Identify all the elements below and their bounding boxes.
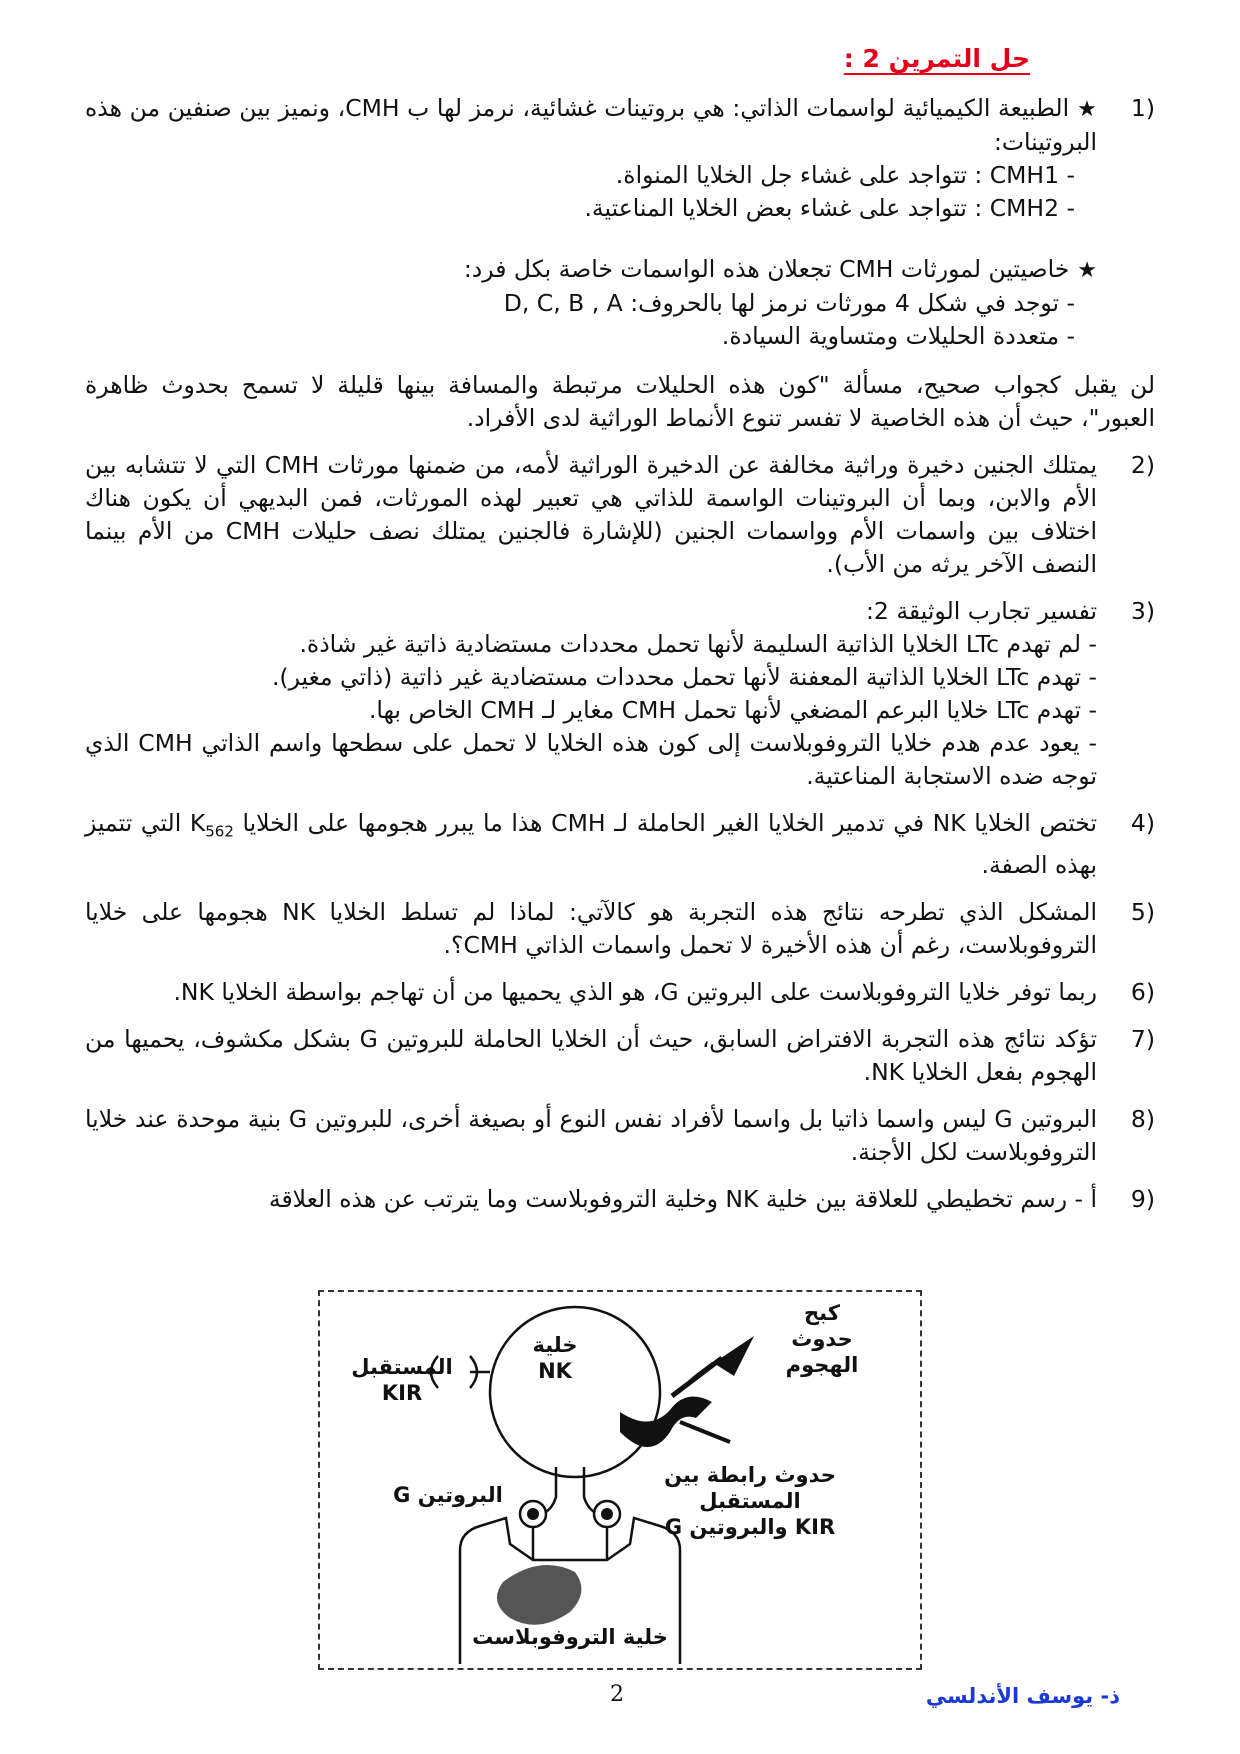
nucleus-icon [497, 1565, 582, 1625]
answer-3-intro: تفسير تجارب الوثيقة 2: [865, 597, 1097, 625]
kir-receptor-label [350, 1354, 454, 1406]
answer-4 [85, 807, 1155, 882]
page-number: 2 [610, 1682, 624, 1707]
bond-label-line-2: KIR والبروتين G [664, 1515, 836, 1539]
item-number: (7 [1130, 1024, 1155, 1053]
trophoblast-cell-label: خلية التروفوبلاست [472, 1625, 668, 1649]
item-number: (1 [1130, 94, 1155, 122]
answer-1-bullet-3: - توجد في شكل 4 مورثات نرمز لها بالحروف: D, C, B , A [503, 289, 1075, 317]
bond-label [620, 1462, 880, 1540]
answer-1-intro: الطبيعة الكيميائية لواسمات الذاتي: هي بروتينات غشائية، نرمز لها ب CMH، ونميز بين صنفين من هذه البروتينات: [85, 94, 1097, 156]
answer-2-text: يمتلك الجنين دخيرة وراثية مخالفة عن الدخيرة الوراثية لأمه، من ضمنها مورثات CMH التي لا تتشابه بين الأم والابن، وبما أن البروتينات الواسمة للذاتي هي تعبير لهذه المورثات، فمن البديهي أن يكون هناك اختلاف بين واسمات الأم وواسمات الجنين (للإشارة فالجنين يمتلك نصف حليلات CMH من الأم بينما النصف الآخر يرثه من الأب). [85, 451, 1097, 578]
answer-3-bullet-2: - تهدم LTc الخلايا الذاتية المعفنة لأنها تحمل محددات مستضادية غير ذاتية (ذاتي مغير). [271, 663, 1097, 691]
attack-label-line-3: الهجوم [785, 1353, 859, 1377]
nk-trophoblast-diagram [318, 1290, 922, 1670]
answer-7-text: تؤكد نتائج هذه التجربة الافتراض السابق، حيث أن الخلايا الحاملة للبروتين G بشكل مكشوف، يحميها من الهجوم بفعل الخلايا NK. [85, 1024, 1097, 1086]
exercise-solution [85, 92, 1155, 1230]
attack-label-line-1: كبح [804, 1301, 840, 1325]
answer-8-text: البروتين G ليس واسما ذاتيا بل واسما لأفراد نفس النوع أو بصيغة أخرى، للبروتين G بنية موحدة عند خلايا التروفوبلاست لكل الأجنة. [85, 1104, 1097, 1166]
kir-receptor-label-line-2: KIR [381, 1381, 423, 1405]
attack-label-line-2: حدوث [791, 1327, 853, 1351]
answer-1-bullet-1: - CMH1 : تتواجد على غشاء جل الخلايا المنواة. [615, 161, 1075, 189]
item-number: (4 [1130, 809, 1155, 837]
answer-9-text: أ - رسم تخطيطي للعلاقة بين خلية NK وخلية التروفوبلاست وما يترتب عن هذه العلاقة [268, 1184, 1097, 1213]
protein-g-label: البروتين G [393, 1483, 503, 1507]
answer-1 [85, 92, 1155, 353]
bond-label-line-1: حدوث رابطة بين المستقبل [664, 1463, 836, 1513]
item-number: (3 [1130, 597, 1155, 625]
star-icon: ★ [1077, 97, 1098, 122]
answer-9 [85, 1183, 1155, 1216]
answer-4-text-end: التي تتميز بهذه الصفة. [85, 809, 1097, 879]
answer-1-intro-2: خاصيتين لمورثات CMH تجعلان هذه الواسمات خاصة بكل فرد: [463, 255, 1070, 283]
blocked-attack-icon [620, 1397, 712, 1447]
answer-3-bullet-3: - تهدم LTc خلايا البرعم المضغي لأنها تحمل CMH مغاير لـ CMH الخاص بها. [368, 696, 1097, 724]
page-title: حل التمرين 2 : [843, 44, 1030, 73]
author-name: ذ- يوسف الأندلسي [925, 1684, 1120, 1708]
nk-cell-label-line-1: خلية [532, 1333, 578, 1357]
item-number: (9 [1130, 1184, 1155, 1213]
item-number: (8 [1130, 1104, 1155, 1133]
item-number: (6 [1130, 977, 1155, 1006]
nk-cell-label [510, 1332, 600, 1384]
answer-1-bullet-2: - CMH2 : تتواجد على غشاء بعض الخلايا المناعتية. [584, 194, 1075, 222]
k562-subscript: 562 [205, 822, 234, 841]
item-number: (5 [1130, 897, 1155, 926]
answer-6 [85, 976, 1155, 1009]
answer-1-bullet-4: - متعددة الحليلات ومتساوية السيادة. [721, 322, 1075, 350]
answer-3-bullet-1: - لم تهدم LTc الخلايا الذاتية السليمة لأنها تحمل محددات مستضادية ذاتية غير شاذة. [299, 630, 1097, 658]
answer-5-text: المشكل الذي تطرحه نتائج هذه التجربة هو كالآتي: لماذا لم تسلط الخلايا NK هجومها على خلايا التروفوبلاست، رغم أن هذه الأخيرة لا تحمل واسمات الذاتي CMH؟. [85, 897, 1097, 959]
answer-2 [85, 449, 1155, 581]
answer-3-bullet-4: - يعود عدم هدم خلايا التروفوبلاست إلى كون هذه الخلايا لا تحمل على سطحها واسم الذاتي CMH الذي توجه ضده الاستجابة المناعتية. [85, 729, 1097, 790]
attack-label [772, 1300, 872, 1378]
answer-6-text: ربما توفر خلايا التروفوبلاست على البروتين G، هو الذي يحميها من أن تهاجم بواسطة الخلايا NK. [173, 977, 1097, 1006]
item-number: (2 [1130, 451, 1155, 479]
answer-3 [85, 595, 1155, 793]
answer-5 [85, 896, 1155, 962]
star-icon: ★ [1077, 258, 1097, 283]
note-paragraph: لن يقبل كجواب صحيح، مسألة "كون هذه الحليلات مرتبطة والمسافة بينها قليلة لا تسمح بحدوث ظاهرة العبور"، حيث أن هذه الخاصية لا تفسر تنوع الأنماط الوراثية لدى الأفراد. [85, 371, 1155, 432]
answer-8 [85, 1103, 1155, 1169]
answer-7 [85, 1023, 1155, 1089]
nk-cell-label-line-2: NK [538, 1359, 572, 1383]
answer-4-text: تختص الخلايا NK في تدمير الخلايا الغير الحاملة لـ CMH هذا ما يبرر هجومها على الخلايا K [189, 809, 1097, 837]
kir-receptor-label-line-1: المستقبل [351, 1355, 453, 1379]
